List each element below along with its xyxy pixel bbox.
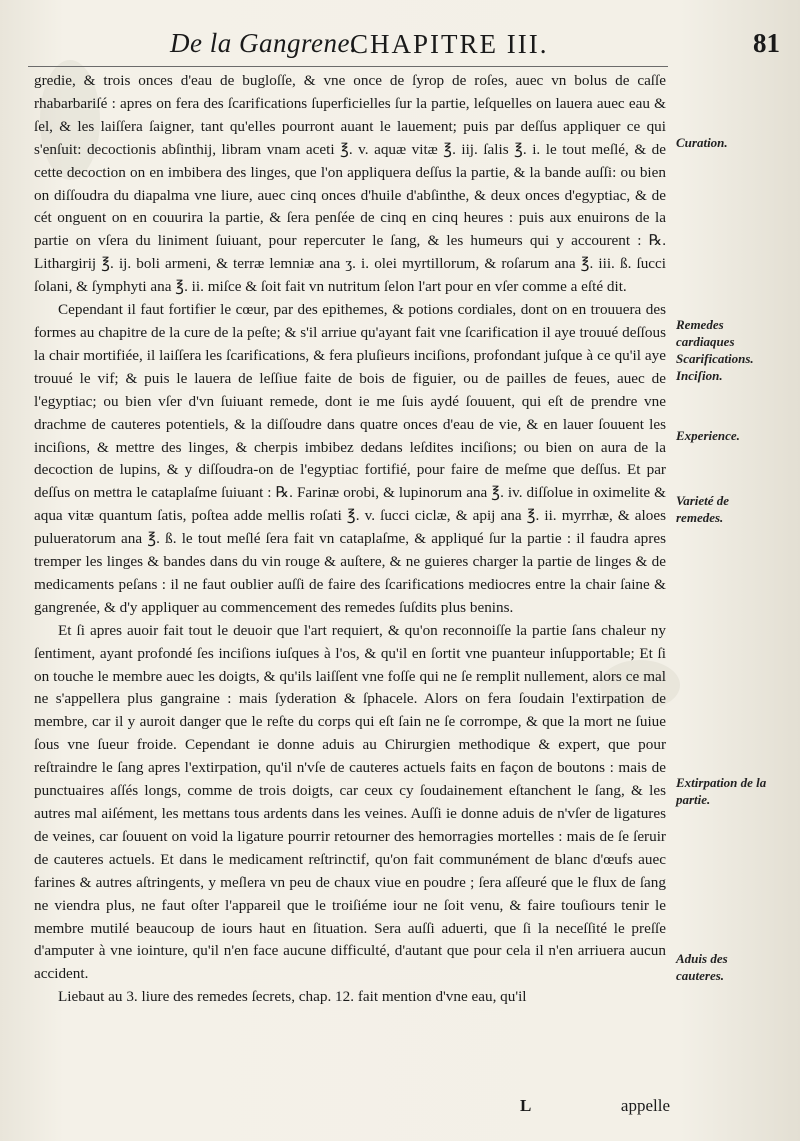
header-rule <box>28 66 668 67</box>
margin-note-curation: Curation. <box>676 135 728 150</box>
margin-note-remedes: Remedes cardiaques Scarifications. Inciſion. <box>676 317 754 383</box>
page-header <box>170 28 780 68</box>
paragraph: Liebaut au 3. liure des remedes ſecrets, chap. 12. fait mention d'vne eau, qu'il <box>58 988 527 1006</box>
page-footer <box>480 1096 670 1120</box>
margin-note-extirpation: Extirpation de la partie. <box>676 775 767 807</box>
catchword: appelle <box>620 1096 670 1115</box>
margin-note-variete: Varieté de remedes. <box>676 493 730 525</box>
margin-note-experience: Experience. <box>676 428 740 443</box>
signature-mark: L <box>520 1096 532 1115</box>
body-text <box>34 70 666 1009</box>
chapter-heading: CHAPITRE III. <box>350 29 549 59</box>
page-number: 81 <box>753 28 780 58</box>
paragraph: Et ſi apres auoir fait tout le deuoir que l'art requiert, & qu'on reconnoiſſe la partie ſans chaleur ny ſentiment, ayant profondé ſes inciſions iuſques à l'os, & qu'il en ſortit vne puanteur inſupportable; Et ſi on touche le membre auec les doigts, & qu'ils laiſſent vne foſſe qui ne ſe remplit nullement, alors ce mal ne s'appellera plus gangraine : mais ſyderation & ſphacele. Alors on fera ſoudain l'extirpation de membre, car il y auroit danger que le reſte du corps qui eſt ſain ne ſe corrompe, & que la mort ne ſuiue ſous vne ſueur froide. Cependant ie donne aduis au Chirurgien methodique & expert, que pour reſtraindre le ſang apres l'extirpation, qu'il n'vſe de cauteres actuels faits en façon de boutons : mais de punctuaires aſſés longs, comme de trois doigts, car ceux cy ſoudainement eſtanchent le ſang, & les autres mal aiſément, les mettans tous ardents dans les veines. Auſſi ie donne aduis de n'vſer de ligatures de veines, car ſouuent on void la ligature pourrir retourner des hemorragies mortelles : mais de ſe ſeruir de cauteres actuels. Et dans le medicament reſtrinctif, qu'on fait communément de blanc d'œufs auec farines & autres aſtringents, y meſlera vn peu de chaux viue en poudre ; ſera aſſeuré que le flux de ſang ne viendra plus, ne faut oſter l'appareil que le troiſiéme iour ne ſoit venu, & faire touſiours tenir le membre mutilé beaucoup de iours haut en ſituation. Sera auſſi aduerti, que ſi la neceſſité le preſſe d'amputer à vne iointure, qu'il n'en face aucune difficulté, d'autant que pour cela il n'en arriuera aucun accident. <box>34 621 666 983</box>
paragraph: gredie, & trois onces d'eau de bugloſſe, & vne once de ſyrop de roſes, auec vn bolus de caſſe rhabarbariſé : apres on fera des ſcarifications ſuperficielles ſur la partie, leſquelles on lauera auec eau & ſel, & les laiſſera ſaigner, tant qu'elles pourront auant le lauement; puis par deſſus appliquer ce qui s'enſuit: decoctionis abſinthij, libram vnam aceti ℥. v. aquæ vitæ ℥. iij. ſalis ℥. i. le tout meſlé, & de cette decoction on en imbibera des linges, que l'on appliquera deſſus la partie, & la bande auſſi: ou bien on diſſoudra du diapalma vne liure, auec cinq onces d'huile d'abſinthe, & deux onces d'egyptiac, & de cét onguent on en couurira la partie, & ſera penſée de cinq en cinq heures : puis aux enuirons de la partie on vſera du liniment ſuiuant, pour repercuter le ſang, & les humeurs qui y accourent : ℞. Lithargirij ℥. ij. boli armeni, & terræ lemniæ ana ʒ. i. olei myrtillorum, & roſarum ana ℥. iii. ß. ſucci ſolani, & ſymphyti ana ℥. ii. miſce & ſoit fait vn nutritum ſelon l'art pour en vſer comme a eſté dit. <box>34 72 666 296</box>
paragraph: Cependant il faut fortifier le cœur, par des epithemes, & potions cordiales, dont on en trouuera des formes au chapitre de la cure de la peſte; & s'il arriue qu'ayant fait vne ſcarification il aye trouué deſſous la chair mortifiée, il laiſſera les ſcarifications, & fera pluſieurs inciſions, profondant juſque à ce qu'il aye trouué le vif; & puis le lauera de leſſiue faite de bois de figuier, ou de pailles de feues, auec de l'egyptiac; ou bien vſer d'vn ſuiuant remede, dont ie me ſuis aydé ſouuent, qui eſt de prendre vne drachme de cauteres potentiels, & la diſſoudre dans quatre onces d'eau de vie, & en lauer ſouuent les inciſions, & mettre des linges, & cherpis imbibez dedans leſdites inciſions; ou bien on aura de la decoction de lupins, & y diſſoudra-on de l'egyptiac fortifié, pour faire de meſme que deſſus. Et par deſſus on mettra le cataplaſme ſuiuant : ℞. Farinæ orobi, & lupinorum ana ℥. iv. diſſolue in oximelite & aqua vitæ quantum ſatis, poſtea adde mellis roſati ℥. v. ſucci ciclæ, & apij ana ℥. ii. myrrhæ, & aloes pulueratorum ana ℥. ß. le tout meſlé ſera fait vn cataplaſme, & appliqué ſur la partie : il faudra apres tremper les linges & bandes dans du vin rouge & auſtere, & ne guieres charger la partie de linges & de medicaments peſans : il ne faut oublier auſſi de faire des ſcarifications mediocres entre la chair ſaine & gangrenée, & d'y appliquer au commencement des remedes ſuſdits plus benins. <box>34 301 666 616</box>
margin-note-cauteres: Aduis des cauteres. <box>676 951 728 983</box>
running-title: De la Gangrene. <box>170 28 358 58</box>
